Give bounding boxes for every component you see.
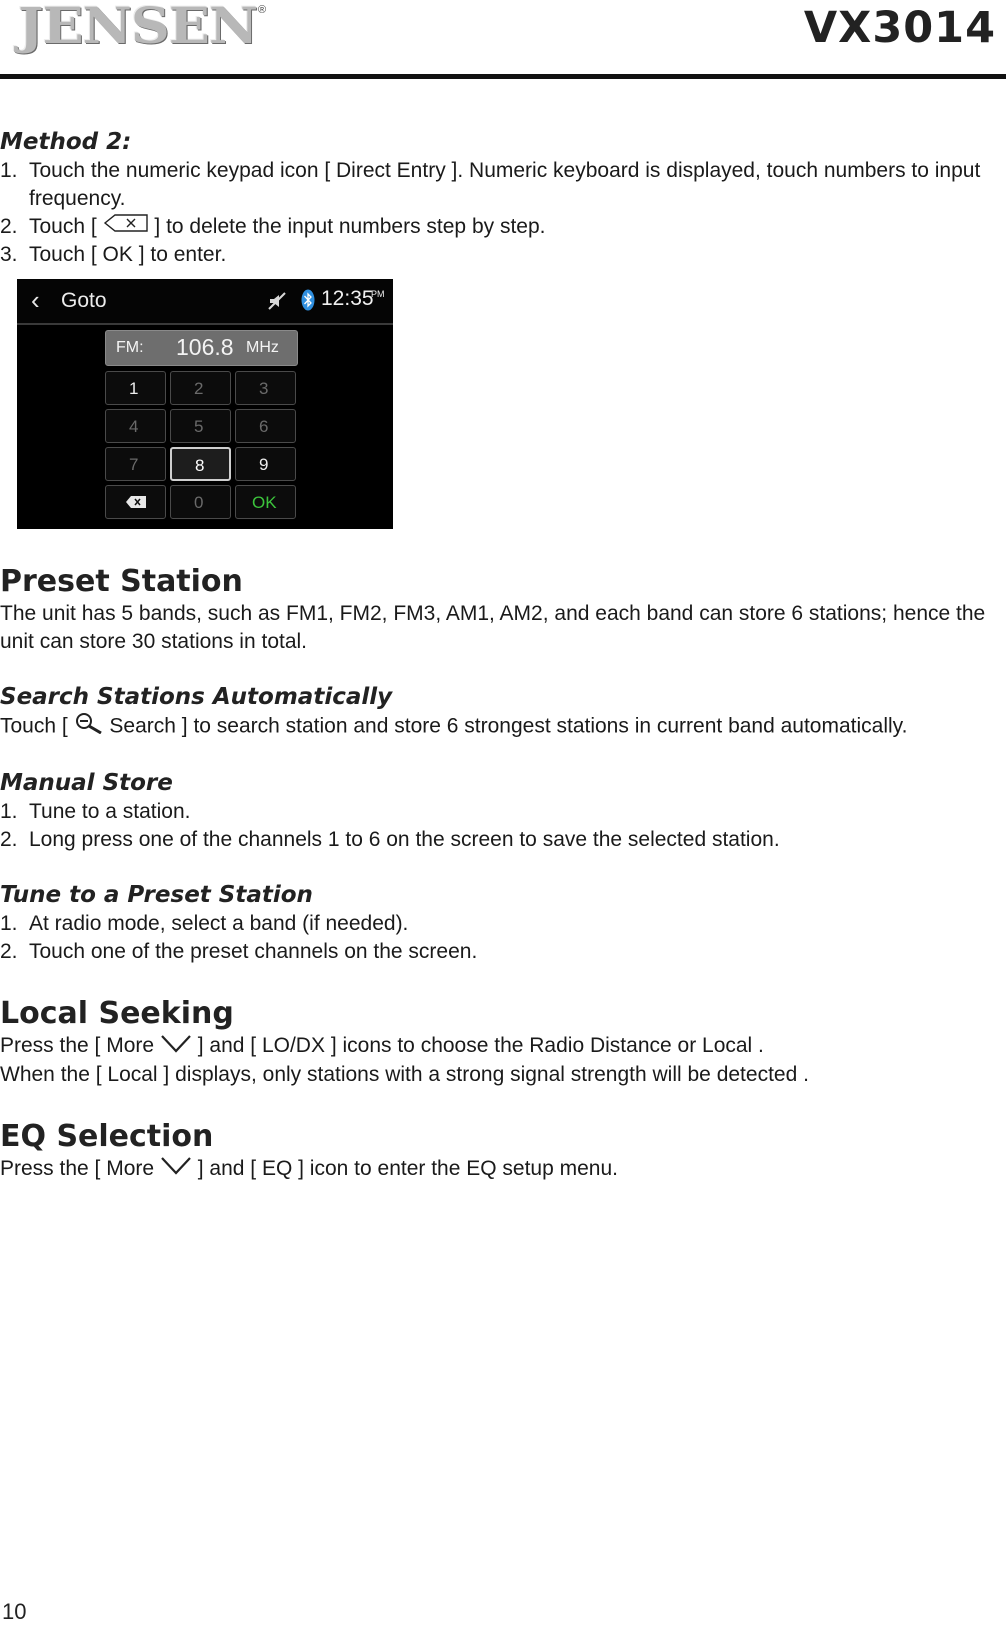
model-number: VX3014 — [803, 3, 996, 53]
key-3[interactable]: 3 — [235, 371, 296, 405]
preset-station-body: The unit has 5 bands, such as FM1, FM2, FM3, AM1, AM2, and each band can store 6 stations; hence the unit can store 30 stations in total. — [0, 602, 986, 654]
preset-station-heading: Preset Station — [0, 564, 243, 600]
search-auto-heading: Search Stations Automatically — [0, 684, 393, 711]
list-item — [0, 157, 1004, 213]
key-delete[interactable] — [105, 485, 166, 519]
screen-title: Goto — [61, 289, 107, 313]
frequency-display — [105, 330, 298, 366]
list-item: 1. Tune to a station. — [0, 800, 191, 824]
backspace-icon — [126, 496, 146, 508]
clock-time: 12:35 — [321, 287, 374, 311]
screen-status-bar — [17, 279, 393, 325]
key-6[interactable]: 6 — [235, 409, 296, 443]
key-4[interactable]: 4 — [105, 409, 166, 443]
bluetooth-icon — [301, 289, 315, 316]
manual-store-heading: Manual Store — [0, 770, 173, 797]
manual-store-steps — [0, 798, 1004, 854]
band-label: FM: — [116, 339, 144, 357]
tune-preset-steps — [0, 910, 1004, 966]
key-7[interactable]: 7 — [105, 447, 166, 481]
tune-preset-heading: Tune to a Preset Station — [0, 882, 313, 909]
step-text-pre: Touch [ — [29, 215, 97, 238]
backspace-icon — [103, 213, 149, 241]
goto-keypad-screen — [17, 279, 393, 529]
eq-selection-body: Press the [ More ] and [ EQ ] icon to enter the EQ setup menu. — [0, 1155, 1004, 1183]
list-item: 2. Touch one of the preset channels on the screen. — [0, 940, 478, 964]
registered-mark: ® — [258, 4, 267, 16]
step-text: Touch [ OK ] to enter. — [29, 243, 227, 267]
key-ok[interactable]: OK — [235, 485, 296, 519]
back-icon[interactable]: ‹ — [31, 285, 40, 316]
mute-icon[interactable] — [267, 291, 287, 316]
local-seeking-line1: Press the [ More ] and [ LO/DX ] icons to choose the Radio Distance or Local . — [0, 1032, 1004, 1060]
method2-heading: Method 2: — [0, 129, 132, 155]
list-item: 2. Long press one of the channels 1 to 6 on the screen to save the selected station. — [0, 828, 780, 852]
clock-ampm: PM — [371, 289, 385, 300]
step-text-post: ] to delete the input numbers step by step. — [154, 215, 546, 238]
key-5[interactable]: 5 — [170, 409, 231, 443]
frequency-unit: MHz — [246, 339, 279, 357]
step-number: 2. — [0, 215, 18, 238]
eq-selection-heading: EQ Selection — [0, 1118, 214, 1154]
chevron-down-icon — [160, 1033, 192, 1061]
search-icon — [74, 712, 104, 742]
key-0[interactable]: 0 — [170, 485, 231, 519]
key-2[interactable]: 2 — [170, 371, 231, 405]
key-1[interactable]: 1 — [105, 371, 166, 405]
step-number: 3. — [0, 243, 18, 267]
list-item — [0, 241, 1004, 269]
method2-steps — [0, 157, 1004, 269]
key-9[interactable]: 9 — [235, 447, 296, 481]
brand-logo: JENSEN — [18, 0, 258, 55]
list-item — [0, 213, 1004, 241]
page-content — [0, 127, 1004, 1183]
step-number: 1. — [0, 159, 18, 182]
key-8[interactable]: 8 — [170, 447, 231, 481]
local-seeking-line2: When the [ Local ] displays, only stations with a strong signal strength will be detected . — [0, 1062, 809, 1086]
frequency-value: 106.8 — [176, 334, 234, 361]
chevron-down-icon — [160, 1155, 192, 1183]
step-text: Touch the numeric keypad icon [ Direct Entry ]. Numeric keyboard is displayed, touch numbers to input frequency. — [29, 159, 981, 210]
local-seeking-heading: Local Seeking — [0, 996, 234, 1032]
numeric-keypad — [105, 371, 300, 519]
search-auto-body: Touch [ Search ] to search station and store 6 strongest stations in current band automatically. — [0, 712, 1004, 742]
list-item: 1. At radio mode, select a band (if needed). — [0, 912, 409, 936]
page-number: 10 — [2, 1599, 27, 1624]
header-rule — [0, 74, 1006, 79]
